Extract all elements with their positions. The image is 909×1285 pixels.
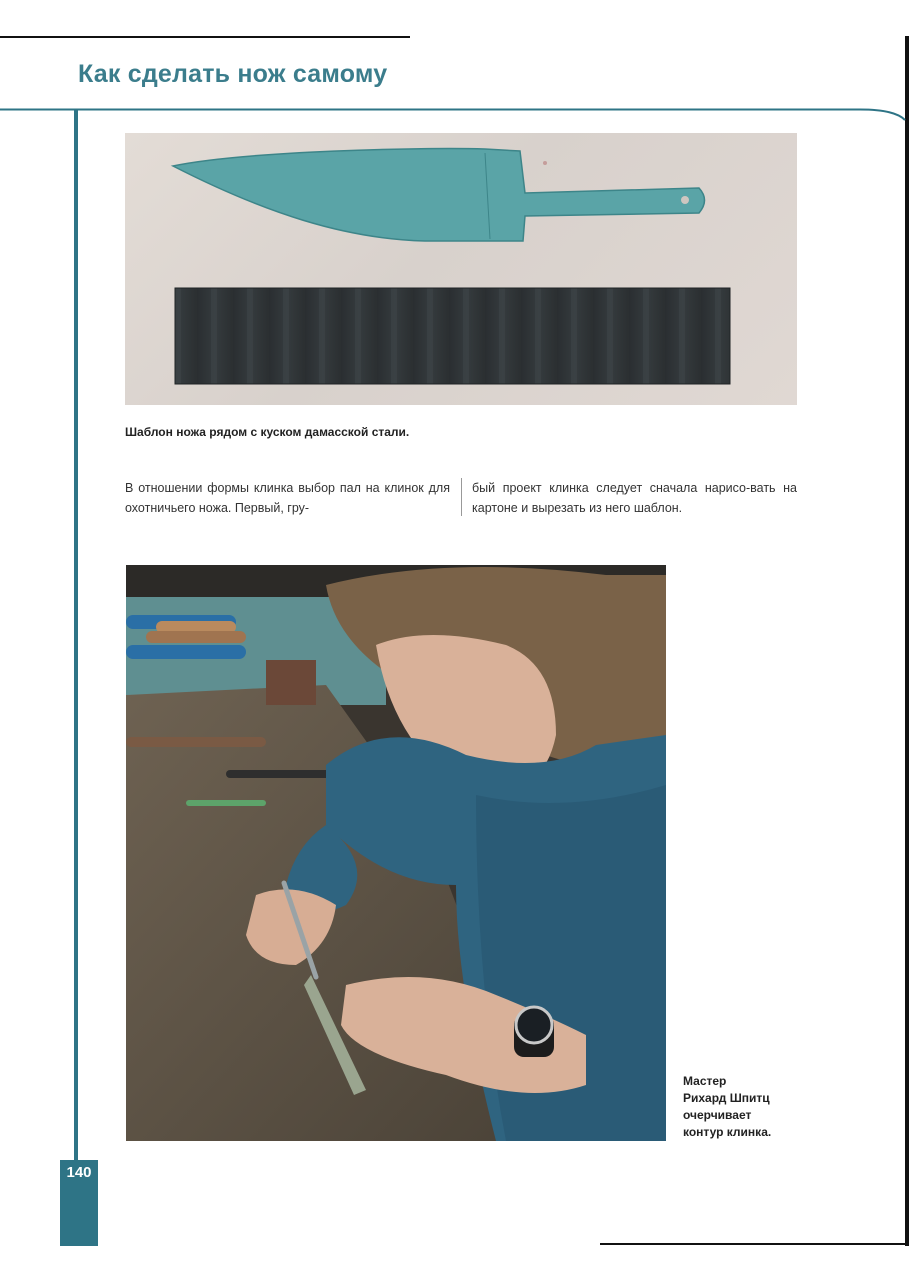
- photo-caption: [683, 1073, 803, 1141]
- page-title: Как сделать нож самому: [78, 60, 388, 88]
- knife-template-shape: [173, 149, 705, 241]
- caption-line: контур клинка.: [683, 1125, 772, 1139]
- caption-line: очерчивает: [683, 1108, 752, 1122]
- page-edge: [905, 36, 909, 1246]
- header-rule: [0, 108, 909, 132]
- column-divider: [461, 478, 462, 516]
- knife-template-photo: [125, 133, 797, 405]
- body-text-left: В отношении формы клинка выбор пал на клинок для охотничьего ножа. Первый, гру-: [125, 481, 450, 515]
- page-number-box: [60, 1160, 98, 1246]
- master-tracing-photo: [126, 565, 666, 1141]
- top-rule: [0, 36, 410, 38]
- master-tracing-illustration: [126, 565, 666, 1141]
- knife-template-illustration: [125, 133, 797, 405]
- page-number: 140: [66, 1164, 92, 1181]
- caption-line: Мастер: [683, 1074, 727, 1088]
- body-text-right: бый проект клинка следует сначала нарисо-вать на картоне и вырезать из него шаблон.: [472, 481, 797, 515]
- caption-line: Рихард Шпитц: [683, 1091, 770, 1105]
- figure-caption: Шаблон ножа рядом с куском дамасской стали.: [125, 425, 410, 439]
- bottom-rule: [600, 1243, 909, 1245]
- damascus-steel-bar: [175, 288, 730, 384]
- margin-bar: [74, 110, 78, 1160]
